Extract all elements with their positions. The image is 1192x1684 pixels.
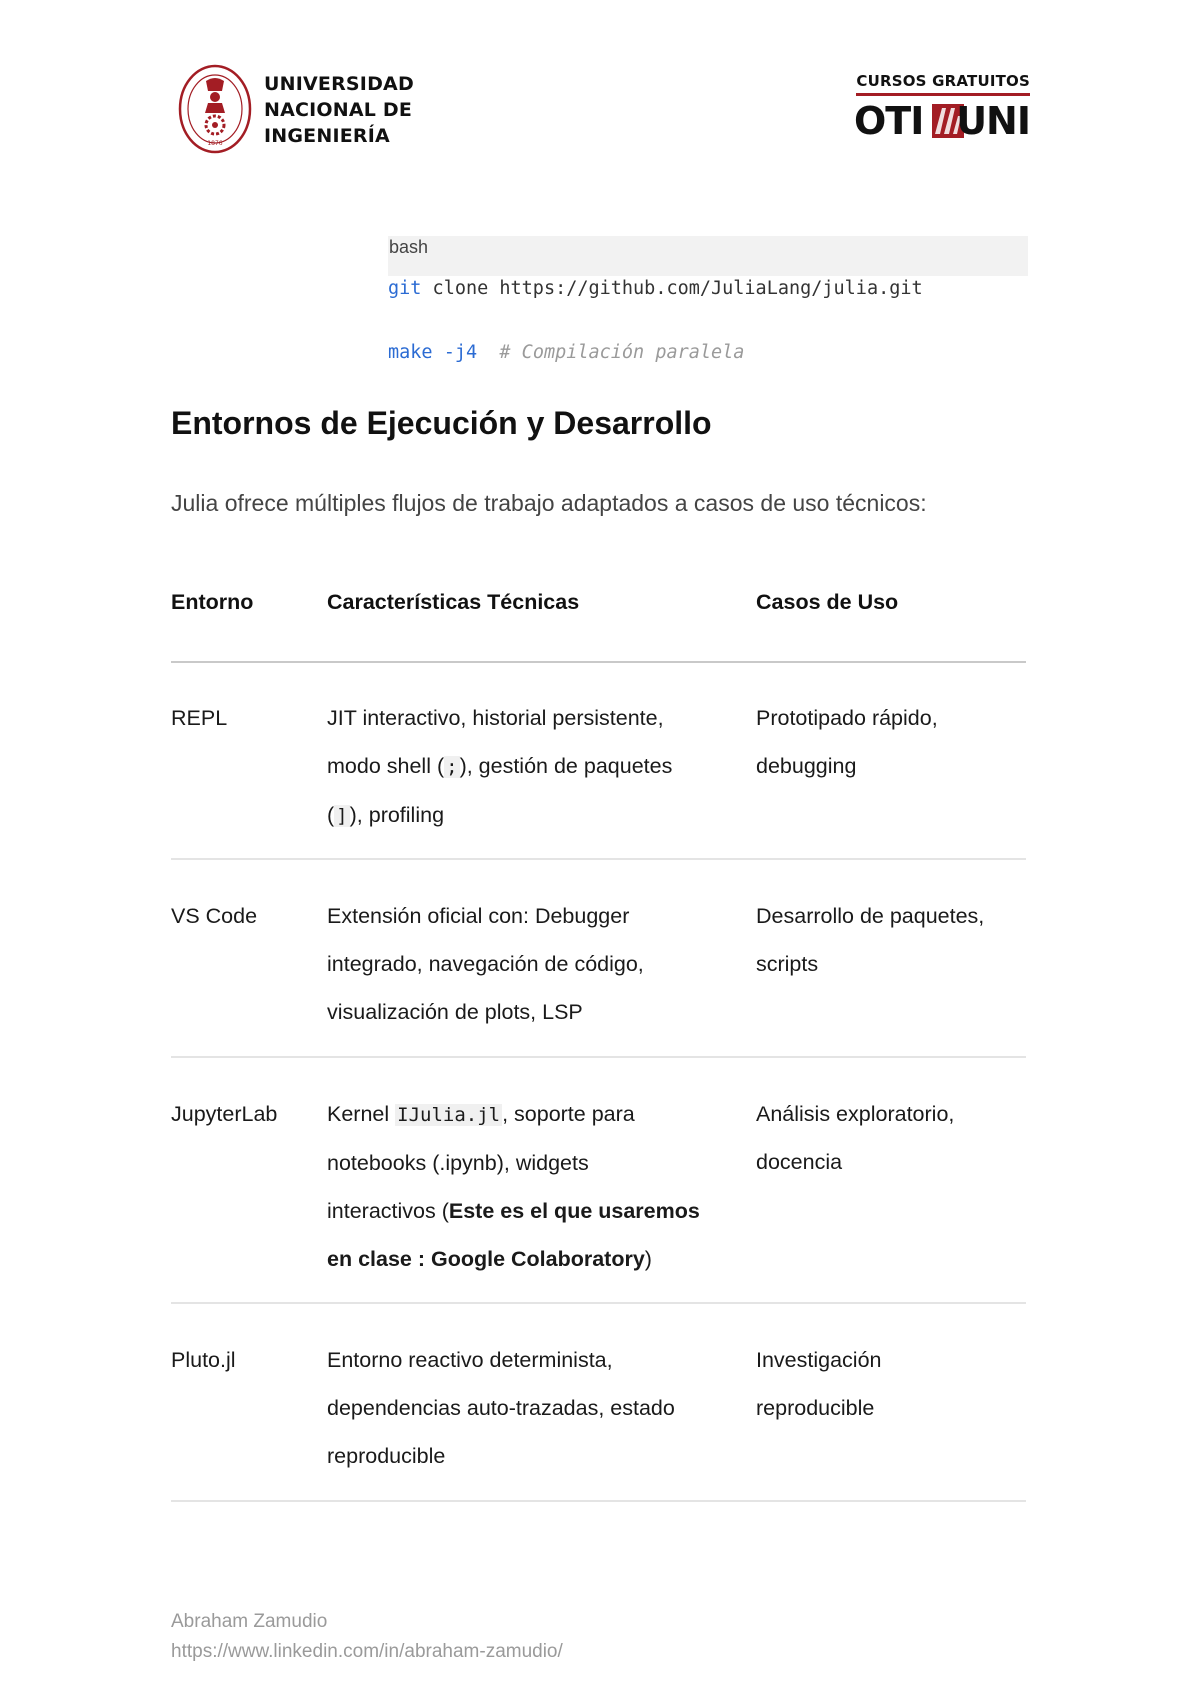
- row-divider: [171, 1302, 1026, 1304]
- cell-environment: REPL: [171, 706, 228, 730]
- code-language-label: bash: [388, 236, 1028, 276]
- cell-use-cases: Análisis exploratorio, docencia: [756, 1102, 955, 1174]
- cell-use-cases: Desarrollo de paquetes, scripts: [756, 904, 985, 976]
- row-divider: [171, 1500, 1026, 1502]
- cell-features: Kernel IJulia.jl, soporte para notebooks (.ipynb), widgets interactivos (Este es el que usaremos en clase : Google Colaboratory): [327, 1102, 700, 1271]
- university-logo: [178, 63, 414, 155]
- cell-features: Extensión oficial con: Debugger integrado, navegación de código, visualización de plots, LSP: [327, 904, 644, 1024]
- university-name-line-1: UNIVERSIDAD: [264, 73, 414, 95]
- cell-features: Entorno reactivo determinista, dependencias auto-trazadas, estado reproducible: [327, 1348, 675, 1468]
- uni-seal-icon: [178, 63, 252, 155]
- code-block: [388, 236, 1028, 363]
- cell-environment: JupyterLab: [171, 1102, 278, 1126]
- code-line-1: git clone https://github.com/JuliaLang/julia.git: [388, 278, 923, 299]
- oti-uni-logo: [854, 72, 1030, 144]
- row-divider: [171, 1056, 1026, 1058]
- cell-environment: Pluto.jl: [171, 1348, 236, 1372]
- university-name-line-3: INGENIERÍA: [264, 125, 390, 147]
- cell-features: JIT interactivo, historial persistente, modo shell ( ;), gestión de paquetes ( ]), profiling: [327, 706, 673, 827]
- brand-oti: OTI: [854, 99, 924, 143]
- table-header-caracteristicas: Características Técnicas: [327, 590, 580, 614]
- table-header-casos: Casos de Uso: [756, 590, 899, 614]
- code-line-2: make -j4 # Compilación paralela: [388, 342, 745, 363]
- university-name-line-2: NACIONAL DE: [264, 99, 413, 121]
- cell-use-cases: Prototipado rápido, debugging: [756, 706, 938, 778]
- svg-text:1876: 1876: [207, 140, 223, 147]
- table-header-divider: [171, 661, 1026, 663]
- page-header: [0, 0, 1192, 200]
- row-divider: [171, 858, 1026, 860]
- brand-uni: UNI: [956, 99, 1030, 143]
- cell-environment: VS Code: [171, 904, 258, 928]
- logo-divider: [856, 93, 1030, 96]
- cursos-gratuitos-label: CURSOS GRATUITOS: [856, 72, 1030, 90]
- section-intro: Julia ofrece múltiples flujos de trabajo adaptados a casos de uso técnicos:: [171, 490, 927, 516]
- footer-author: Abraham Zamudio: [171, 1611, 328, 1632]
- footer-link[interactable]: https://www.linkedin.com/in/abraham-zamudio/: [171, 1641, 563, 1662]
- cell-use-cases: Investigación reproducible: [756, 1348, 882, 1420]
- table-header-entorno: Entorno: [171, 590, 254, 614]
- page-footer: [171, 1607, 563, 1667]
- section-title: Entornos de Ejecución y Desarrollo: [171, 405, 712, 441]
